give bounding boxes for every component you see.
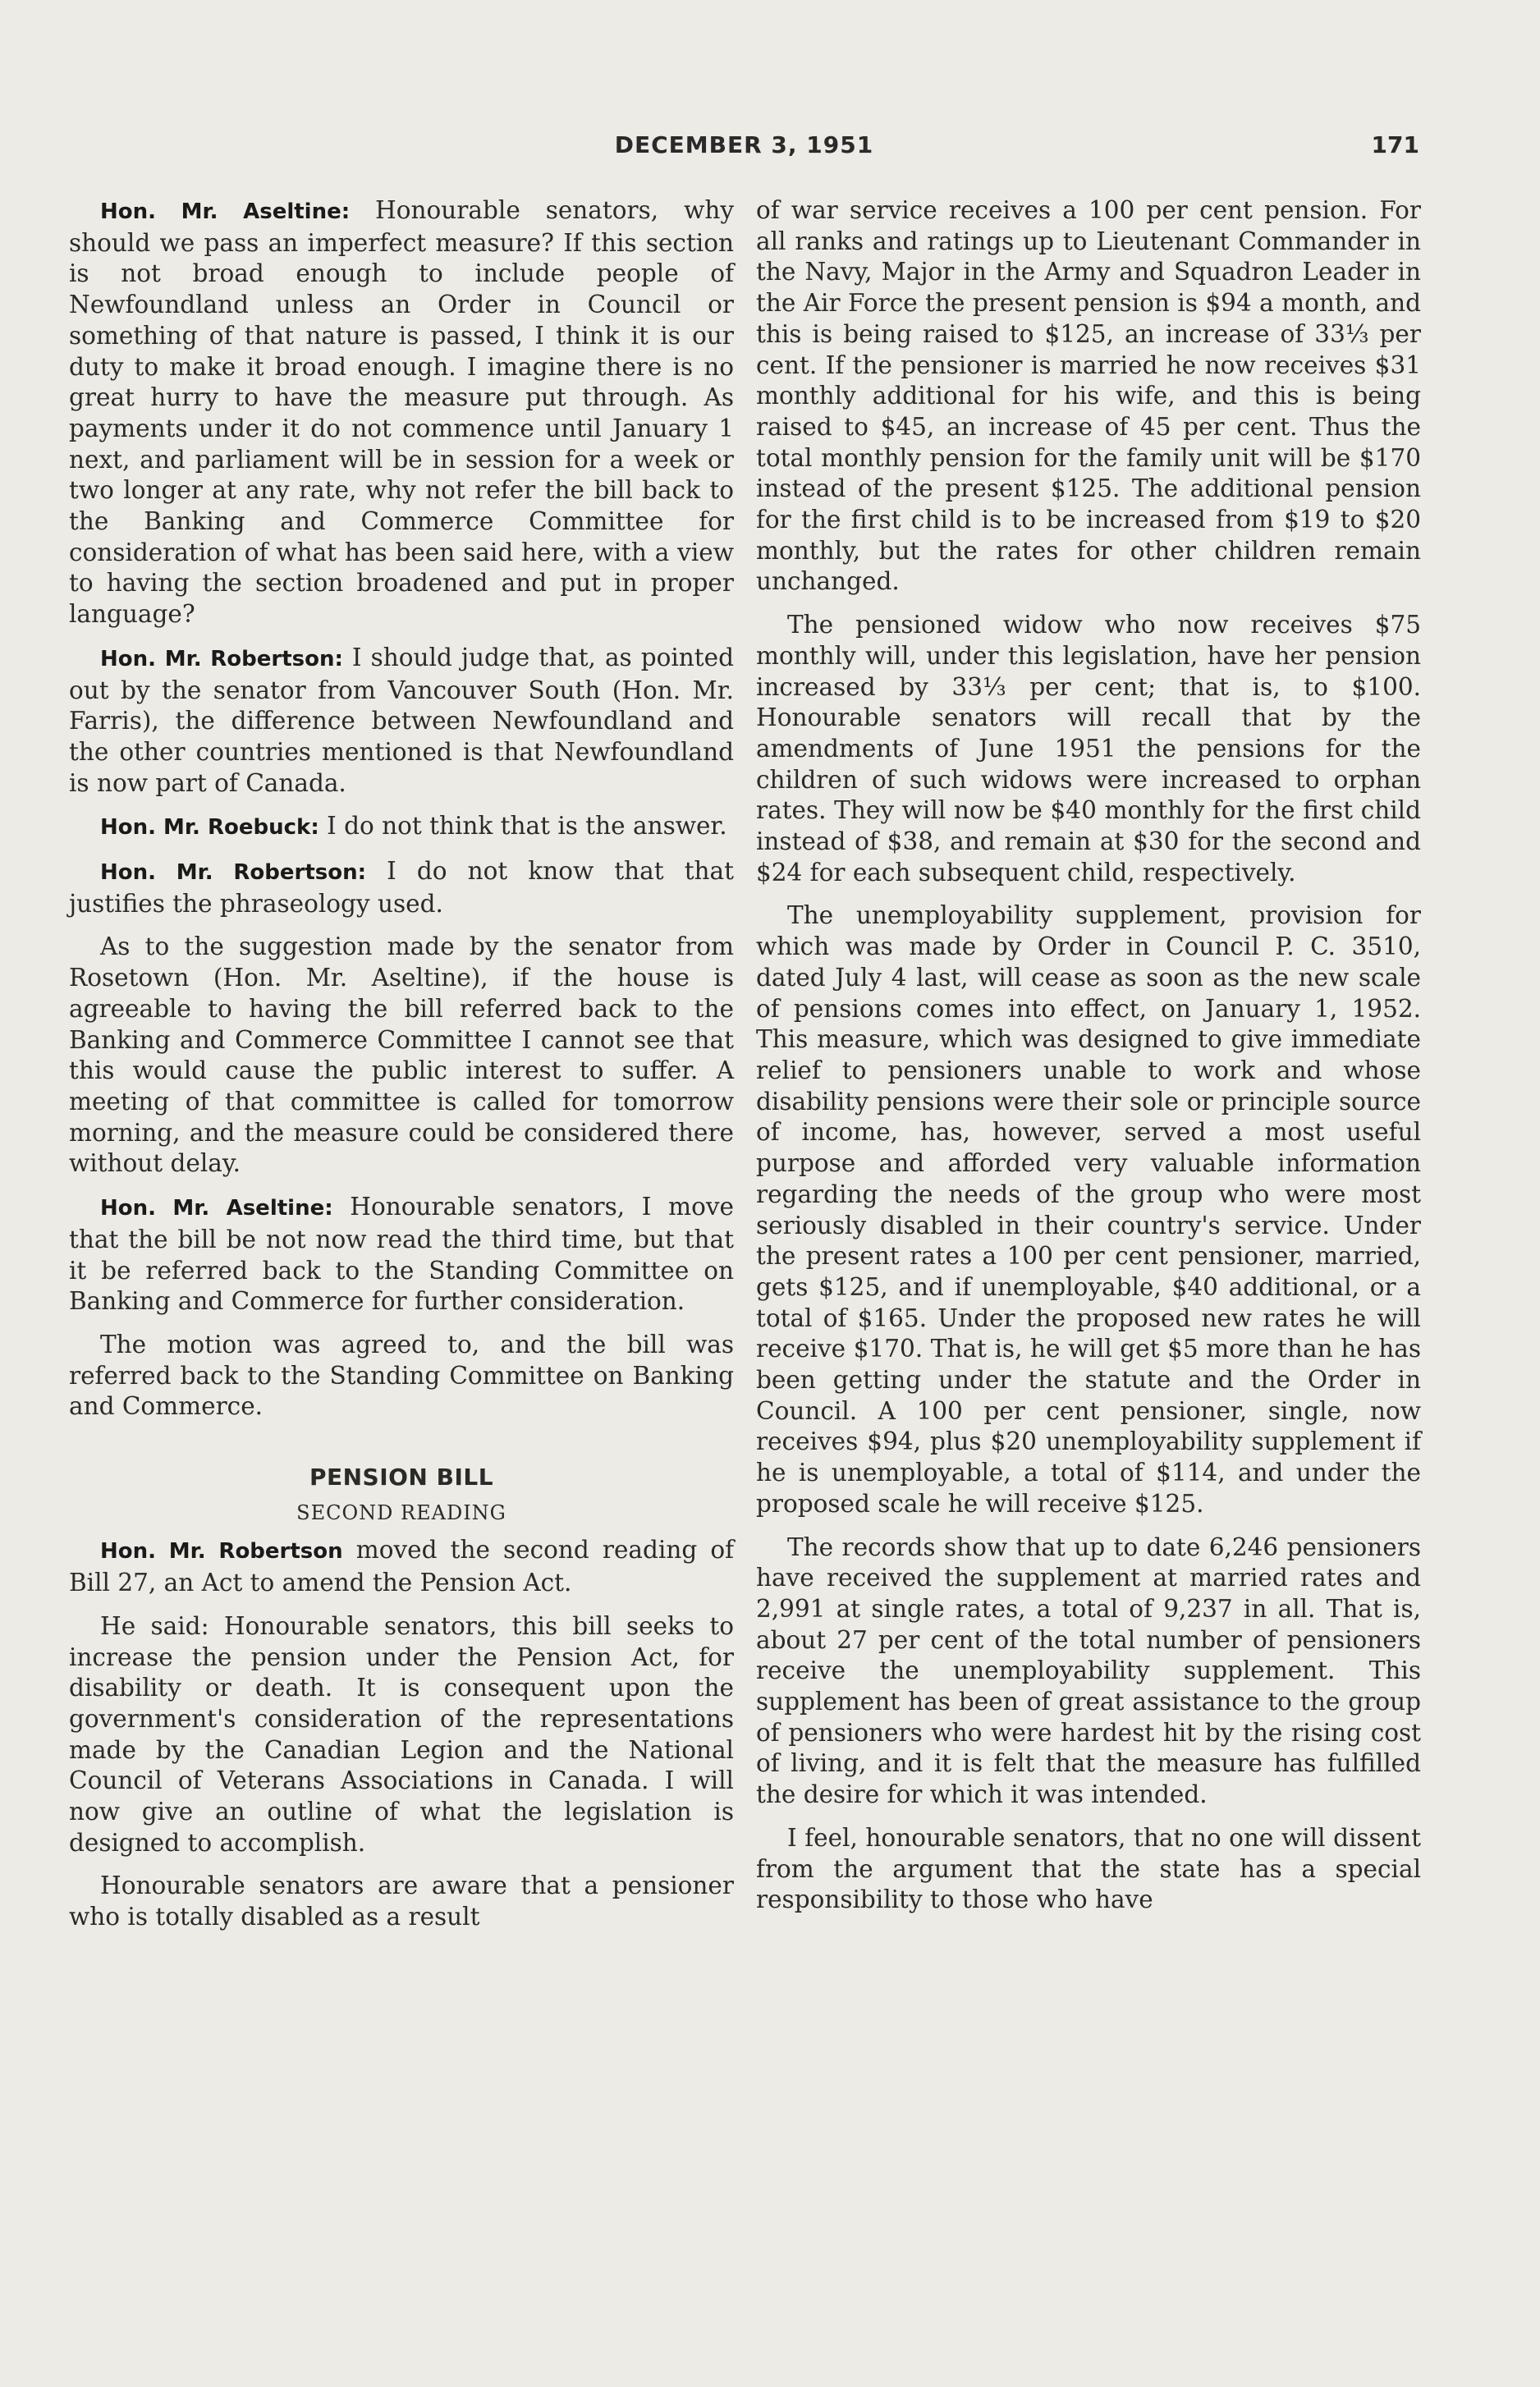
paragraph <box>69 1192 734 1317</box>
page-number: 171 <box>1371 131 1419 158</box>
paragraph: Honourable senators are aware that a pensioner who is totally disabled as a result <box>69 1872 734 1931</box>
paragraph-text: moved the second reading of Bill 27, an Act to amend the Pension Act. <box>69 1536 734 1597</box>
paragraph: I feel, honourable senators, that no one will dissent from the argument that the state has a special responsibility to those who have <box>756 1823 1421 1914</box>
paragraph <box>69 856 734 919</box>
paragraph: As to the suggestion made by the senator from Rosetown (Hon. Mr. Aseltine), if the house is agreeable to having the bill referred back to the Banking and Commerce Committee I cannot see that this would cause the public interest to suffer. A meeting of that committee is called for tomorrow morning, and the measure could be considered there without delay. <box>69 932 734 1178</box>
paragraph <box>69 643 734 799</box>
speaker-name: Hon. Mr. Aseltine: <box>100 199 351 224</box>
paragraph: The records show that up to date 6,246 pensioners have received the supplement at married rates and 2,991 at single rates, a total of 9,237 in all. That is, about 27 per cent of the total number of pensioners receive the unemployability supplement. This supplement has been of great assistance to the group of pensioners who were hardest hit by the rising cost of living, and it is felt that the measure has fulfilled the desire for which it was intended. <box>756 1533 1421 1809</box>
paragraph <box>69 811 734 844</box>
page-header <box>69 131 1419 169</box>
speaker-name: Hon. Mr. Robertson <box>100 1539 343 1565</box>
paragraph: The pensioned widow who now receives $75 monthly will, under this legislation, have her pension increased by 33⅓ per cent; that is, to $100. Honourable senators will recall that by the amendments of June 1951 the pensions for the children of such widows were increased to orphan rates. They will now be $40 monthly for the first child instead of $38, and remain at $30 for the second and $24 for each subsequent child, respectively. <box>756 611 1421 887</box>
speaker-name: Hon. Mr. Aseltine: <box>100 1196 333 1221</box>
right-column <box>756 195 1421 1928</box>
speaker-name: Hon. Mr. Robertson: <box>100 860 367 886</box>
running-title-date: DECEMBER 3, 1951 <box>614 131 874 158</box>
paragraph-text: I do not think that is the answer. <box>319 812 727 841</box>
paragraph: The motion was agreed to, and the bill was referred back to the Standing Committee on Banking and Commerce. <box>69 1330 734 1421</box>
paragraph: He said: Honourable senators, this bill seeks to increase the pension under the Pension Act, for disability or death. It is consequent upon the government's consideration of the representations made by the Canadian Legion and the National Council of Veterans Associations in Canada. I will now give an outline of what the legislation is designed to accomplish. <box>69 1611 734 1857</box>
paragraph-text: I should judge that, as pointed out by the senator from Vancouver South (Hon. Mr. Farris), the difference between Newfoundland and the other countries mentioned is that Newfoundland is now part of Canada. <box>69 643 734 797</box>
paragraph: The unemployability supplement, provision for which was made by Order in Council P. C. 3510, dated July 4 last, will cease as soon as the new scale of pensions comes into effect, on January 1, 1952. This measure, which was designed to give immediate relief to pensioners unable to work and whose disability pensions were their sole or principle source of income, has, however, served a most useful purpose and afforded very valuable information regarding the needs of the group who were most seriously disabled in their country's service. Under the present rates a 100 per cent pensioner, married, gets $125, and if unemployable, $40 additional, or a total of $165. Under the proposed new rates he will receive $170. That is, he will get $5 more than he has been getting under the statute and the Order in Council. A 100 per cent pensioner, single, now receives $94, plus $20 unemployability supplement if he is unemployable, a total of $114, and under the proposed scale he will receive $125. <box>756 901 1421 1518</box>
left-column <box>69 195 734 1945</box>
paragraph <box>69 195 734 630</box>
section-title: PENSION BILL <box>309 1464 494 1491</box>
section-subtitle: SECOND READING <box>296 1500 506 1524</box>
paragraph-text: Honourable senators, why should we pass an imperfect measure? If this section is not broad enough to include people of Newfoundland unless an Order in Council or something of that nature is passed, I think it is our duty to make it broad enough. I imagine there is no great hurry to have the measure put through. As payments under it do not commence until January 1 next, and parliament will be in session for a week or two longer at any rate, why not refer the bill back to the Banking and Commerce Committee for consideration of what has been said here, with a view to having the section broadened and put in proper language? <box>69 196 734 629</box>
speaker-name: Hon. Mr. Roebuck: <box>100 815 319 841</box>
paragraph: of war service receives a 100 per cent pension. For all ranks and ratings up to Lieutenant Commander in the Navy, Major in the Army and Squadron Leader in the Air Force the present pension is $94 a month, and this is being raised to $125, an increase of 33⅓ per cent. If the pensioner is married he now receives $31 monthly additional for his wife, and this is being raised to $45, an increase of 45 per cent. Thus the total monthly pension for the family unit will be $170 instead of the present $125. The additional pension for the first child is to be increased from $19 to $20 monthly, but the rates for other children remain unchanged. <box>756 196 1421 596</box>
paragraph <box>69 1535 734 1598</box>
paragraph-text: Honourable senators, I move that the bill be not now read the third time, but that it be referred back to the Standing Committee on Banking and Commerce for further consideration. <box>69 1193 734 1316</box>
speaker-name: Hon. Mr. Robertson: <box>100 646 343 671</box>
paragraph-text: I do not know that that justifies the phraseology used. <box>69 857 735 918</box>
